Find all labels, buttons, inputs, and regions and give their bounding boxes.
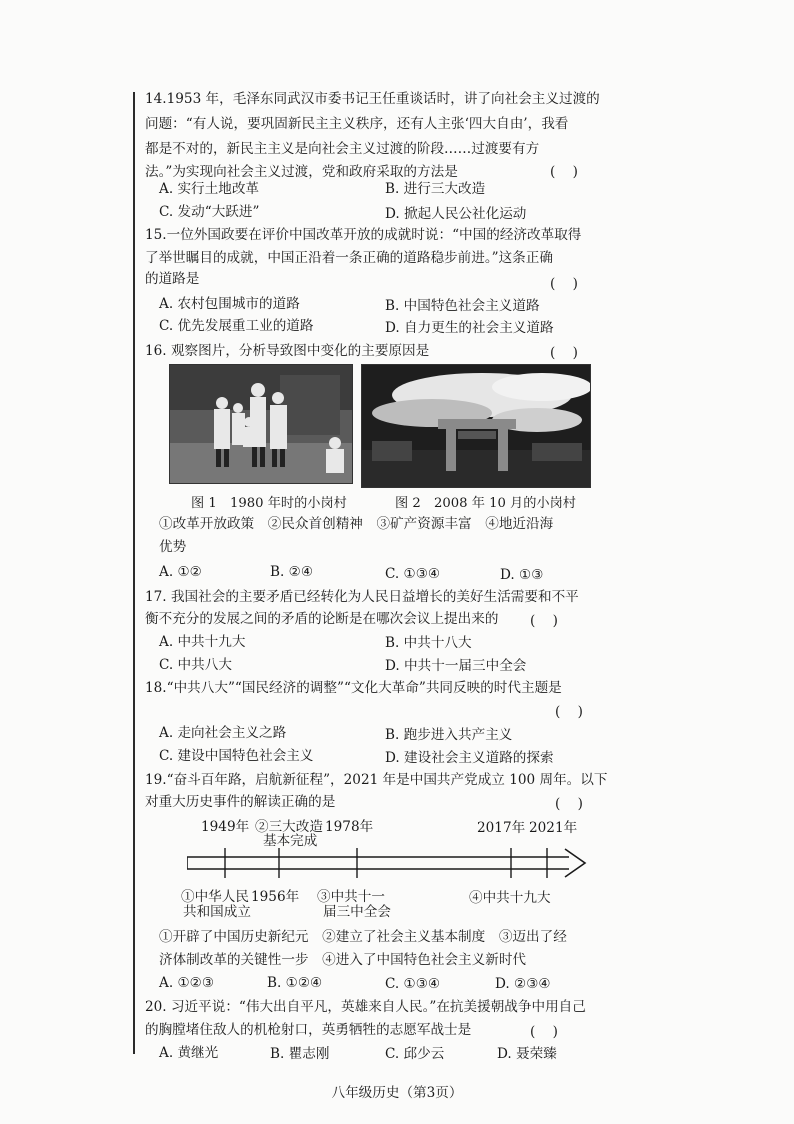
timeline-event-third-plenum: ③中共十一 <box>317 889 385 905</box>
q18-option-a: A. 走向社会主义之路 <box>159 725 287 741</box>
q17-option-a: A. 中共十九大 <box>159 634 246 650</box>
q18-option-b: B. 跑步进入共产主义 <box>385 727 513 743</box>
q16-statements-line-1: ①改革开放政策 ②民众首创精神 ③矿产资源丰富 ④地近沿海 <box>159 516 554 532</box>
q15-option-d: D. 自力更生的社会主义道路 <box>385 320 554 336</box>
q19-answer-blank: ( ) <box>555 796 583 812</box>
q16-option-a: A. ①② <box>159 564 202 580</box>
q17-option-b: B. 中共十八大 <box>385 635 472 651</box>
timeline-label-1949: 1949年 <box>201 819 250 835</box>
q15-answer-blank: ( ) <box>550 276 578 292</box>
q16-option-b: B. ②④ <box>270 564 314 580</box>
q20-stem-line-2: 的胸膛堵住敌人的机枪射口，英勇牺牲的志愿军战士是 <box>145 1022 472 1038</box>
q16-option-d: D. ①③ <box>500 567 544 583</box>
q17-option-d: D. 中共十一届三中全会 <box>385 658 527 674</box>
timeline-event-third-plenum-2: 届三中全会 <box>323 904 391 920</box>
q14-stem-line-2: 问题：“有人说，要巩固新民主主义秩序，还有人主张‘四大自由’，我看 <box>145 116 569 132</box>
q19-option-d: D. ②③④ <box>495 976 551 992</box>
q16-stem: 16. 观察图片，分析导致图中变化的主要原因是 <box>145 343 430 359</box>
q19-option-b: B. ①②④ <box>267 975 323 991</box>
timeline-label-1956: 1956年 <box>251 889 300 905</box>
q14-option-a: A. 实行土地改革 <box>159 181 260 197</box>
q20-option-b: B. 瞿志刚 <box>270 1046 330 1062</box>
photo-xiaogang-2008 <box>361 364 591 488</box>
binding-margin-line <box>133 92 135 1054</box>
q16-option-c: C. ①③④ <box>385 566 441 582</box>
q15-option-a: A. 农村包围城市的道路 <box>159 296 300 312</box>
q19-stem-line-1: 19.“奋斗百年路，启航新征程”，2021 年是中国共产党成立 100 周年。以下 <box>145 772 608 788</box>
q19-stem-line-2: 对重大历史事件的解读正确的是 <box>145 794 336 810</box>
q19-option-c: C. ①③④ <box>385 976 441 992</box>
photo-xiaogang-2008-image <box>362 365 590 487</box>
q17-option-c: C. 中共八大 <box>159 657 232 673</box>
q17-stem-line-1: 17. 我国社会的主要矛盾已经转化为人民日益增长的美好生活需要和不平 <box>145 589 579 605</box>
q14-stem-line-3: 都是不对的，新民主主义是向社会主义过渡的阶段……过渡要有方 <box>145 141 540 157</box>
q17-answer-blank: ( ) <box>530 613 558 629</box>
q15-option-c: C. 优先发展重工业的道路 <box>159 318 314 334</box>
q19-statements-line-1: ①开辟了中国历史新纪元 ②建立了社会主义基本制度 ③迈出了经 <box>159 929 567 945</box>
q14-option-b: B. 进行三大改造 <box>385 181 486 197</box>
q16-statements-line-2: 优势 <box>159 539 187 555</box>
q16-answer-blank: ( ) <box>550 345 578 361</box>
q18-option-c: C. 建设中国特色社会主义 <box>159 748 314 764</box>
q20-option-d: D. 聂荣臻 <box>497 1046 557 1062</box>
q14-stem-line-1: 14.1953 年，毛泽东同武汉市委书记王任重谈话时，讲了向社会主义过渡的 <box>145 91 600 107</box>
photo-xiaogang-1980-image <box>170 365 352 483</box>
timeline-event-prc-founding-2: 共和国成立 <box>183 904 251 920</box>
q15-stem-line-2: 了举世瞩目的成就，中国正沿着一条正确的道路稳步前进。”这条正确 <box>145 250 553 266</box>
q20-option-c: C. 邱少云 <box>385 1046 445 1062</box>
q19-statements-line-2: 济体制改革的关键性一步 ④进入了中国特色社会主义新时代 <box>159 952 527 968</box>
timeline-label-2017: 2017年 <box>477 820 526 836</box>
caption-figure-1: 图 1 1980 年时的小岗村 <box>191 496 347 511</box>
q14-option-c: C. 发动“大跃进” <box>159 204 260 220</box>
timeline-label-three-reforms: ②三大改造 <box>255 819 323 835</box>
timeline-label-2021: 2021年 <box>529 820 578 836</box>
timeline-label-1978: 1978年 <box>325 819 374 835</box>
q18-stem-line-1: 18.“中共八大”“国民经济的调整”“文化大革命”共同反映的时代主题是 <box>145 680 562 696</box>
q20-stem-line-1: 20. 习近平说：“伟大出自平凡，英雄来自人民。”在抗美援朝战争中用自己 <box>145 999 586 1015</box>
q17-stem-line-2: 衡不充分的发展之间的矛盾的论断是在哪次会议上提出来的 <box>145 611 499 627</box>
q20-answer-blank: ( ) <box>530 1024 558 1040</box>
q14-option-d: D. 掀起人民公社化运动 <box>385 206 527 222</box>
timeline-event-19th-congress: ④中共十九大 <box>469 890 551 906</box>
q18-option-d: D. 建设社会主义道路的探索 <box>385 750 554 766</box>
photo-xiaogang-1980 <box>169 364 353 484</box>
timeline-arrow <box>187 848 592 878</box>
q18-answer-blank: ( ) <box>555 704 583 720</box>
q20-option-a: A. 黄继光 <box>159 1045 219 1061</box>
q15-stem-line-3: 的道路是 <box>145 271 200 287</box>
q15-option-b: B. 中国特色社会主义道路 <box>385 298 540 314</box>
caption-figure-2: 图 2 2008 年 10 月的小岗村 <box>395 496 576 511</box>
q15-stem-line-1: 15.一位外国政要在评价中国改革开放的成就时说：“中国的经济改革取得 <box>145 227 582 243</box>
q19-option-a: A. ①②③ <box>159 975 215 991</box>
q14-answer-blank: ( ) <box>550 164 578 180</box>
timeline-label-three-reforms-2: 基本完成 <box>263 833 318 849</box>
page-footer: 八年级历史（第3页） <box>331 1085 463 1101</box>
timeline-event-prc-founding: ①中华人民 <box>181 889 249 905</box>
q14-stem-line-4: 法。”为实现向社会主义过渡，党和政府采取的方法是 <box>145 164 458 180</box>
